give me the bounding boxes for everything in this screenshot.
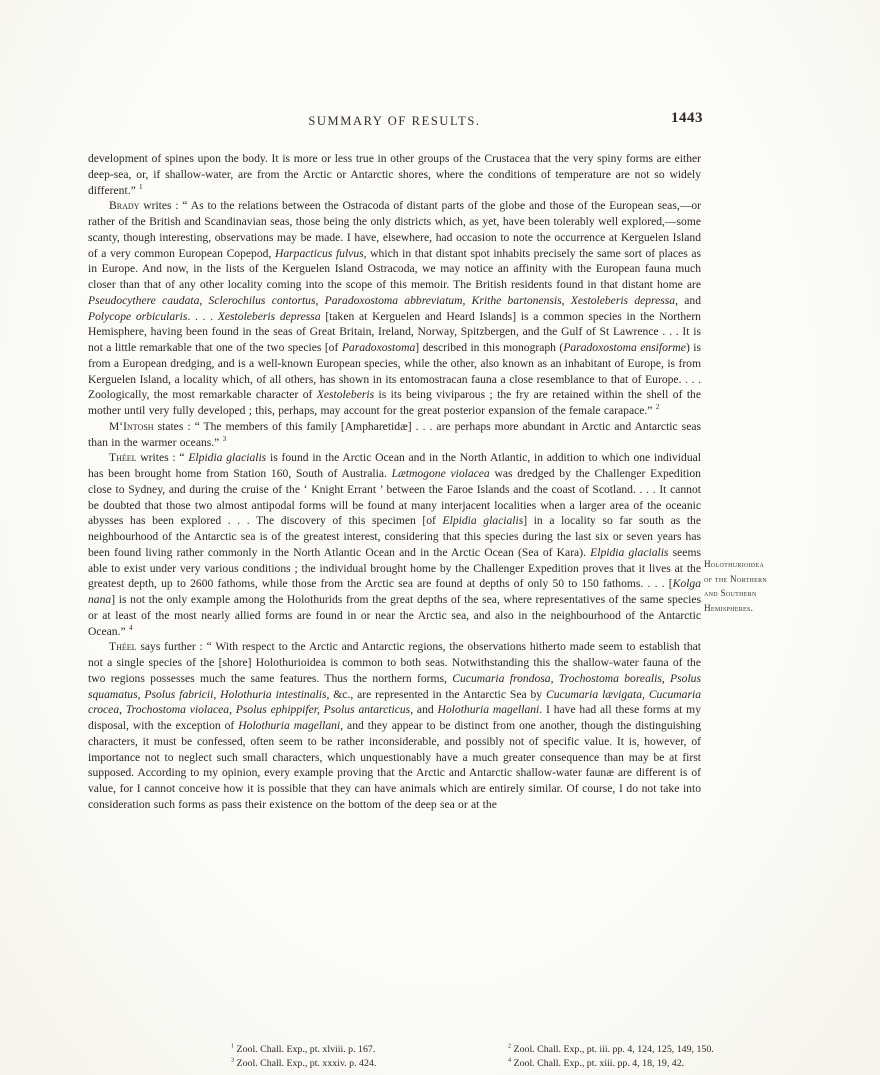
- text-run: writes : “: [136, 451, 189, 465]
- footnote-reference: 3: [222, 434, 227, 443]
- species-name: Xestoleberis: [316, 388, 375, 402]
- text-run: was dredged by the Challenger Expedition close to Sydney, and during the cruise of the ‘ Knight Errant ’ between the Faroe Islands and the coast of Scotland. . . . It cannot be doubted that those two almost antipodal forms will be found at many interjacent localities when a larger area of the oceanic abysses has been explored . . . The discovery of this specimen [of: [88, 467, 701, 528]
- text-run: seems able to exist under very various conditions ; the individual brought home by the Challenger Expedition proves that it lives at the greatest depth, up to 2600 fathoms, while those from the Arctic sea are found at depths of only 50 to 150 fathoms. . . . [: [88, 545, 701, 591]
- footnote: $^2$ Zool. Chall. Exp., pt. iii. pp. 4, 124, 125, 149, 150.: [508, 1043, 714, 1055]
- footnote: $^3$ Zool. Chall. Exp., pt. xxxiv. p. 424.: [231, 1057, 377, 1070]
- text-run: is found in the Arctic Ocean and in the North Atlantic, in addition to which one individual has been brought home from Station 160, South of Australia.: [88, 451, 701, 480]
- species-name: Cucumaria lævigata, Cucumaria crocea, Trochostoma violacea, Psolus ephippifer, Psolus antarcticus: [88, 687, 701, 717]
- footnote-number: 4: [508, 1057, 512, 1064]
- page-number: 1443: [671, 110, 703, 126]
- footnote-reference: 2: [655, 403, 660, 412]
- species-name: Elpidia glacialis: [442, 514, 524, 528]
- text-run: [taken at Kerguelen and Heard Islands] is a common species in the Northern Hemisphere, having been found in the seas of Great Britain, Ireland, Norway, Spitzbergen, and the Gulf of St Lawrence . . . It is not a little remarkable that one of the two species [of: [88, 309, 701, 354]
- species-name: Holothuria magellani: [238, 719, 341, 732]
- footnotes-left: [231, 1043, 508, 1071]
- author-name: Théel: [109, 451, 137, 465]
- margin-note-line: Holothurioidea: [704, 559, 765, 569]
- footnote-number: 3: [231, 1057, 235, 1064]
- species-name: Harpacticus fulvus: [274, 246, 364, 260]
- footnote-reference: 1: [139, 182, 143, 191]
- species-name: Kolga nana: [88, 577, 701, 606]
- text-run: , and they appear to be distinct from one another, though the distinguishing characters, it must be confessed, often seem to be rather inconsiderable, and possibly not of specific value. It is, however, of importance not to neglect such small characters, which unquestionably have a much greater consequence than may be at first supposed. According to my opinion, every example proving that the Arctic and Antarctic shallow-water faunæ are different is of value, for I cannot conceive how it is possible that they can have animals which are entirely similar. Of course, I do not take into consideration such forms as pass their existence on the bottom of the deep sea or at the: [88, 719, 701, 811]
- species-name: Cucumaria frondosa, Trochostoma borealis, Psolus squamatus, Psolus fabricii, Holothuria intestinalis: [88, 671, 701, 701]
- species-name: Xestoleberis depressa: [217, 309, 321, 323]
- species-name: Pseudocythere caudata, Sclerochilus contortus, Paradoxostoma abbreviatum, Krithe bartonensis, Xestoleberis depressa: [88, 293, 676, 307]
- author-name: M‘Intosh: [109, 419, 154, 433]
- author-name: Brady: [109, 199, 140, 213]
- footnote-reference: 4: [128, 623, 133, 632]
- paragraph: [88, 419, 701, 451]
- margin-note-line: of the Northern: [704, 573, 768, 584]
- text-run: ] described in this monograph (: [415, 341, 564, 354]
- text-run: is its being viviparous ; the fry are retained within the shell of the mother until very fully developed ; this, perhaps, may account for the great posterior expansion of the female carapace.”: [88, 388, 701, 417]
- paragraph: [88, 639, 701, 812]
- species-name: Paradoxostoma: [341, 341, 416, 354]
- footnotes-right: [508, 1043, 788, 1071]
- running-head: SUMMARY OF RESULTS.: [308, 114, 481, 128]
- text-run: ] in a locality so far south as the neighbourhood of the Antarctic sea is of the greatest interest, considering that this species during the last six or seven years has been found living rather commonly in the North Atlantic Ocean and in the Arctic Ocean (Sea of Kara).: [88, 514, 701, 559]
- text-run: states : “ The members of this family [Ampharetidæ] . . . are perhaps more abundant in Arctic and Antarctic seas than in the warmer oceans.”: [88, 419, 701, 449]
- species-name: Polycope orbicularis: [88, 309, 188, 323]
- species-name: Elpidia glacialis: [590, 545, 669, 559]
- text-run: ) is from a European dredging, and is a well-known European species, while the other, also known as an inhabitant of Europe, is from Kerguelen Island, a locality which, of all others, has shown in its entomostracan fauna a close resemblance to that of Europe. . . . Zoologically, the most remarkable character of: [88, 341, 701, 402]
- text-run: . I have had all these forms at my disposal, with the exception of: [88, 703, 701, 732]
- footnote-number: 1: [231, 1043, 235, 1050]
- page-header: [88, 110, 703, 151]
- paragraph: [88, 450, 701, 639]
- text-run: writes : “ As to the relations between the Ostracoda of distant parts of the globe and those of the European seas,—or rather of the British and Scandinavian seas, those being the only districts which, as yet, have been tolerably well explored,—some scanty, though interesting, observations may be made. I have, elsewhere, had occasion to note the occurrence at Kerguelen Island of a very common European Copepod,: [88, 199, 701, 260]
- footnotes: [231, 1043, 788, 1071]
- text-run: . . . .: [187, 309, 218, 323]
- paragraph: [88, 151, 701, 198]
- footnote: $^1$ Zool. Chall. Exp., pt. xlviii. p. 167.: [231, 1043, 376, 1055]
- body-text: [88, 151, 701, 813]
- species-name: Lætmogone violacea: [391, 467, 490, 480]
- text-run: , which in that distant spot inhabits precisely the same sort of places as in Europe. And now, in the lists of the Kerguelen Island Ostracoda, we may notice an affinity with the European fauna much closer than that of any other locality coming into the scope of this memoir. The British residents found in that distant home are: [88, 246, 702, 291]
- margin-note-line: and Southern: [704, 588, 757, 599]
- margin-note: [704, 557, 804, 615]
- paragraph: [88, 198, 701, 419]
- species-name: Paradoxostoma ensiforme: [563, 341, 686, 354]
- text-run: development of spines upon the body. It is more or less true in other groups of the Crustacea that the very spiny forms are either deep-sea, or, if shallow-water, are from the Arctic or Antarctic shores, where the conditions of temperature are not so widely different.”: [88, 152, 701, 197]
- margin-note-line: Hemispheres.: [704, 602, 754, 613]
- text-block: [88, 110, 714, 1070]
- text-run: ] is not the only example among the Holothurids from the great depths of the sea, where representatives of the same species or at least of the most nearly allied forms are found in or near the Arctic sea, and also in the neighbourhood of the Antarctic Ocean.”: [88, 593, 701, 638]
- species-name: Elpidia glacialis: [188, 451, 267, 465]
- text-run: , and: [675, 293, 701, 307]
- author-name: Théel: [109, 640, 137, 654]
- text-run: , and: [410, 703, 438, 717]
- footnote-number: 2: [508, 1043, 512, 1050]
- species-name: Holothuria magellani: [437, 703, 540, 717]
- text-run: says further : “ With respect to the Arctic and Antarctic regions, the observations hitherto made seem to establish that not a single species of the [shore] Holothurioidea is common to both seas. Notwithstanding this the shallow-water fauna of the two regions possesses much the same features. Thus the northern forms,: [88, 640, 701, 685]
- text-run: , &c., are represented in the Antarctic Sea by: [326, 687, 547, 701]
- footnote: $^4$ Zool. Chall. Exp., pt. xiii. pp. 4, 18, 19, 42.: [508, 1057, 685, 1070]
